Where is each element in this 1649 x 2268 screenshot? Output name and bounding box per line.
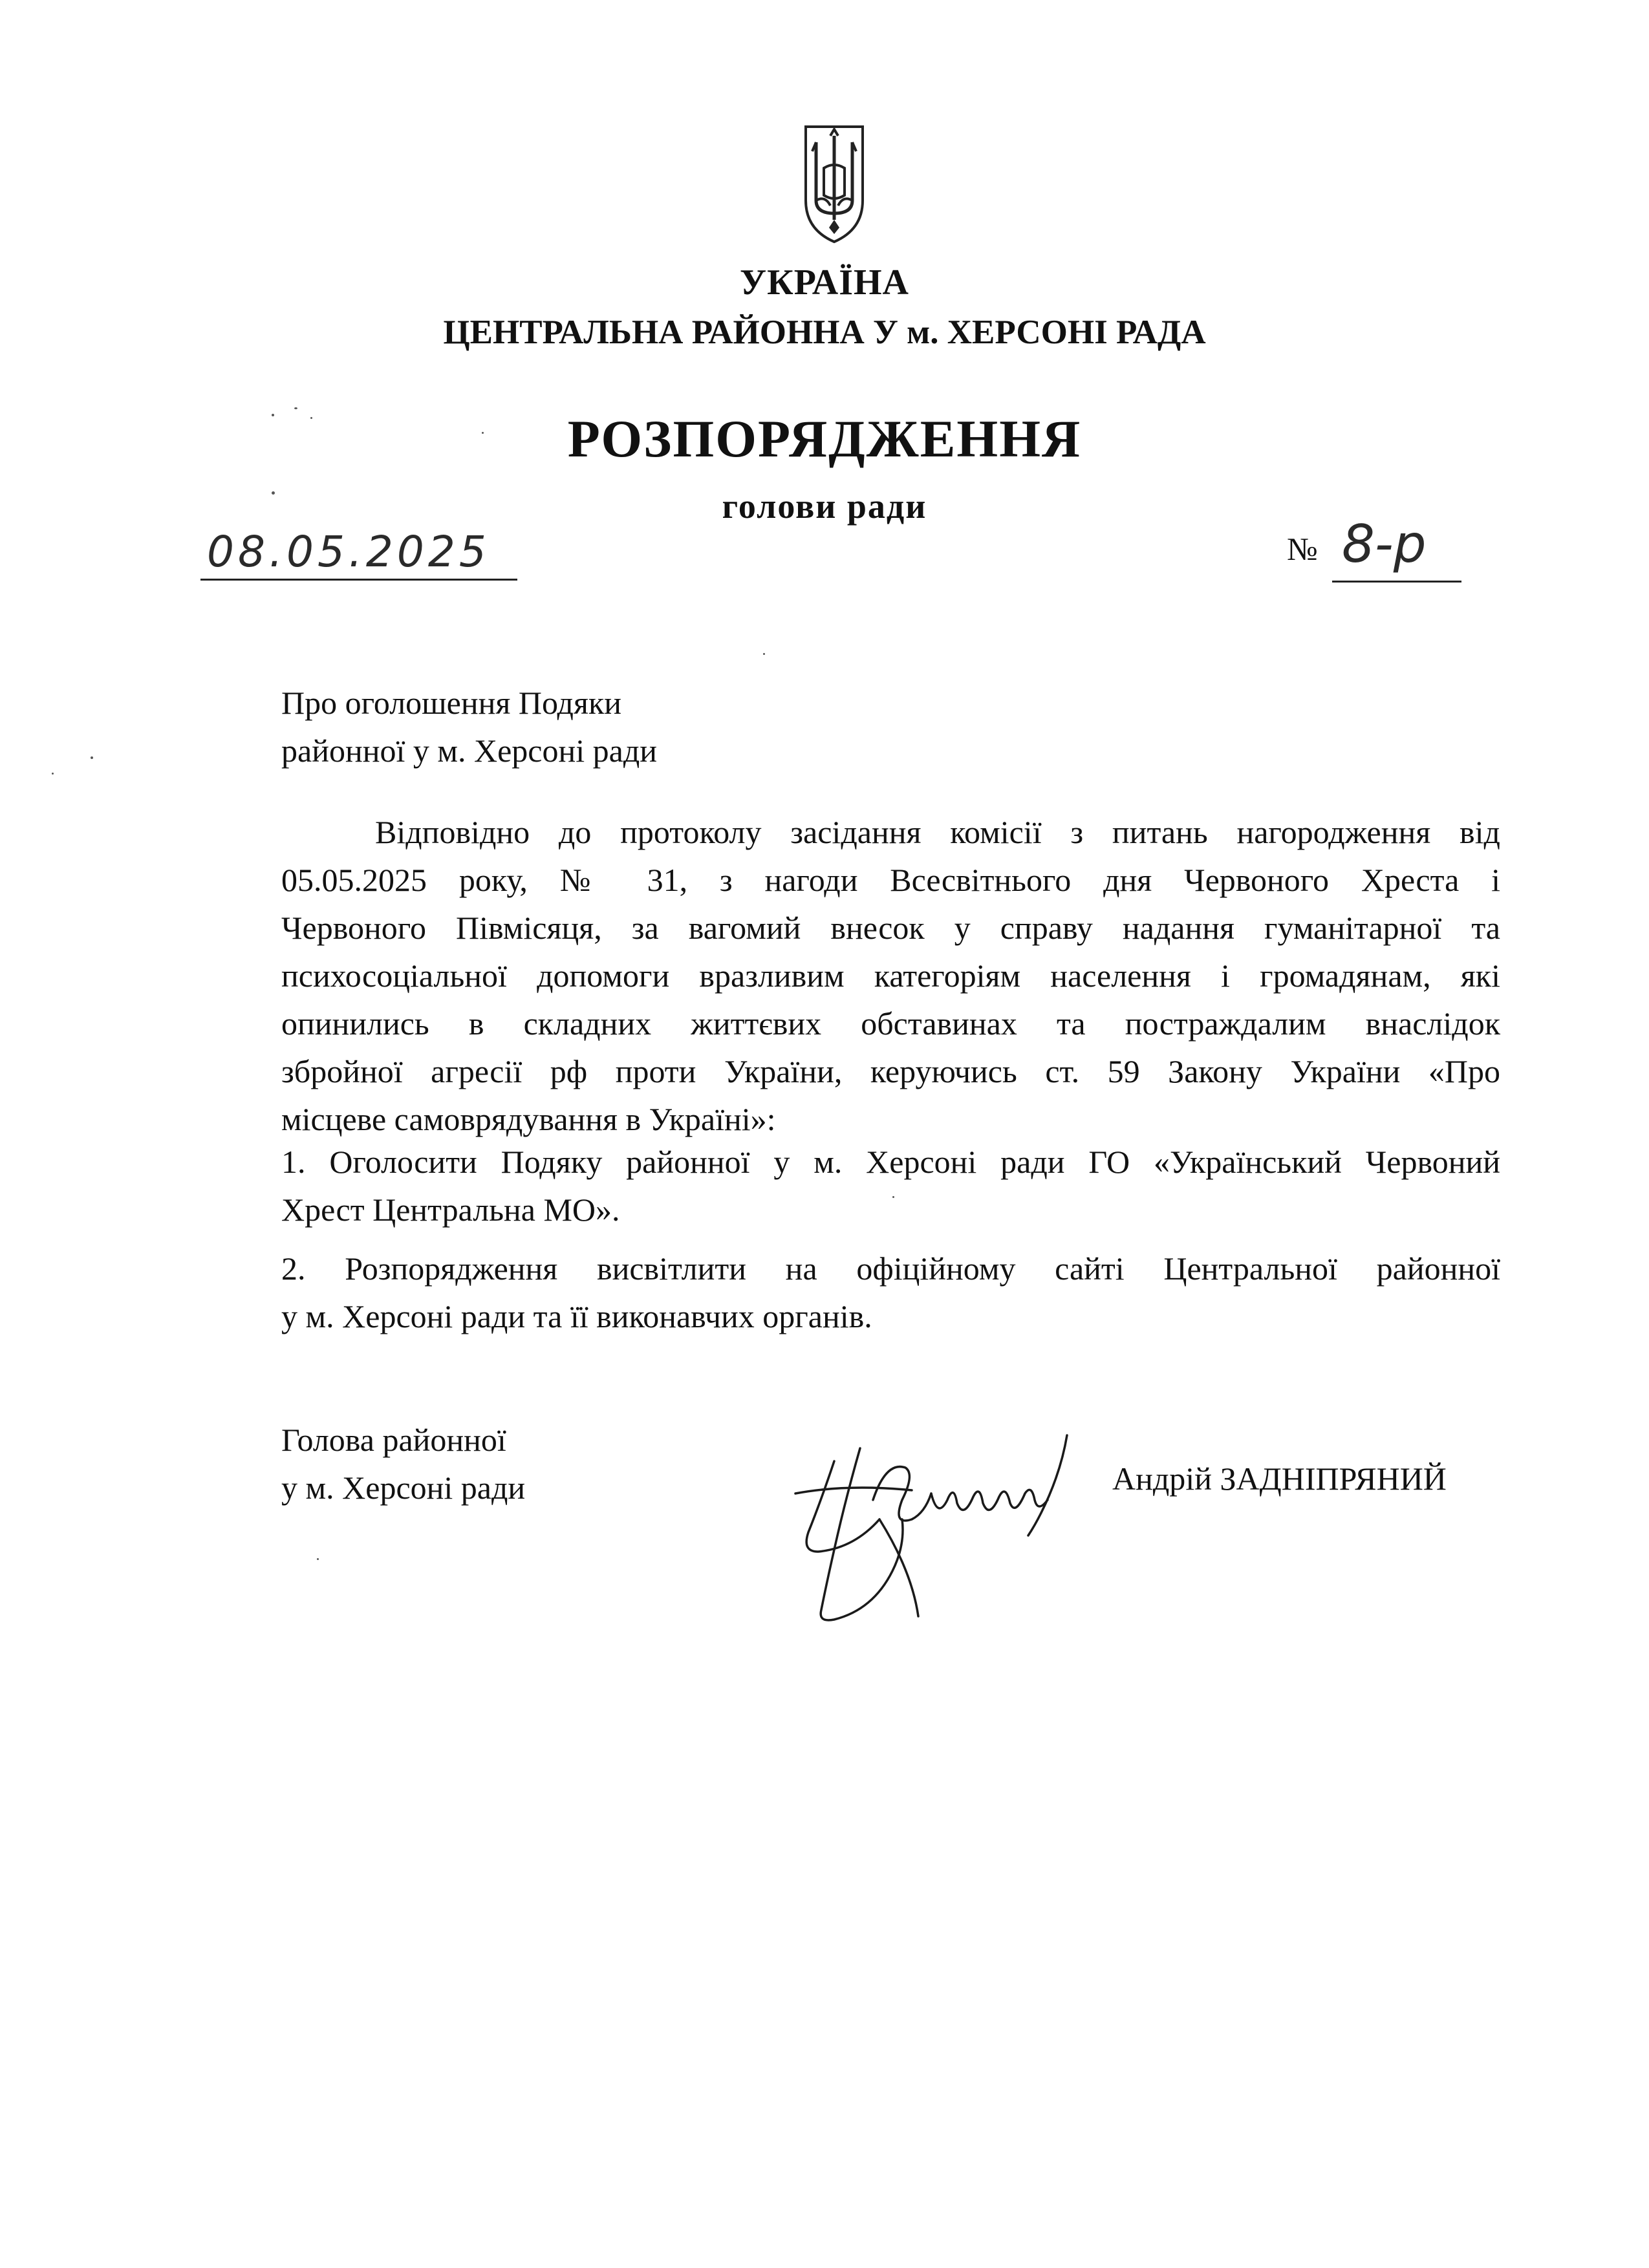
country-heading: УКРАЇНА: [740, 262, 909, 303]
subject-line-1: Про оголошення Подяки: [281, 685, 622, 721]
date-handwritten: 08.05.2025: [207, 527, 490, 577]
signatory-title: [281, 1416, 525, 1512]
item-line: у м. Херсоні ради та її виконавчих органів.: [281, 1298, 872, 1334]
preamble-line: Відповідно до протоколу засідання комісії з питань нагородження від: [375, 814, 1500, 850]
preamble-line: опинились в складних життєвих обставинах та постраждалим внаслідок: [281, 1005, 1500, 1042]
order-item-1: [281, 1138, 1500, 1234]
preamble-line: 05.05.2025 року, № 31, з нагоди Всесвітнього дня Червоного Хреста і: [281, 862, 1500, 898]
document-date: [207, 527, 490, 577]
number-underline: [1332, 581, 1461, 583]
scan-speck: [272, 491, 275, 495]
council-heading: ЦЕНТРАЛЬНА РАЙОННА У м. ХЕРСОНІ РАДА: [443, 314, 1206, 351]
document-number: [1287, 530, 1318, 568]
signatory-title-line-1: Голова районної: [281, 1422, 506, 1458]
item-line: 1. Оголосити Подяку районної у м. Херсоні ради ГО «Український Червоний: [281, 1144, 1500, 1180]
number-handwritten: 8-р: [1342, 514, 1427, 574]
scan-speck: [763, 653, 765, 655]
scan-speck: [294, 407, 297, 409]
scan-speck: [310, 417, 312, 419]
subject-block: [281, 679, 657, 775]
subject-line-2: районної у м. Херсоні ради: [281, 733, 658, 769]
preamble-line: збройної агресії рф проти України, керуючись ст. 59 Закону України «Про: [281, 1053, 1500, 1089]
order-item-2: [281, 1245, 1500, 1340]
preamble-line: Червоного Півмісяця, за вагомий внесок у справу надання гуманітарної та: [281, 910, 1500, 946]
scan-speck: [482, 432, 484, 434]
scan-speck: [317, 1558, 319, 1560]
document-subtitle: голови ради: [722, 487, 927, 526]
scan-speck: [52, 773, 54, 775]
date-underline: [200, 579, 517, 581]
scan-speck: [91, 756, 93, 759]
item-line: 2. Розпорядження висвітлити на офіційному сайті Центральної районної: [281, 1250, 1500, 1287]
handwritten-signature-icon: [782, 1422, 1106, 1629]
scan-speck: [272, 414, 274, 416]
item-line: Хрест Центральна МО».: [281, 1192, 620, 1228]
signatory-title-line-2: у м. Херсоні ради: [281, 1470, 526, 1506]
number-label: №: [1287, 531, 1318, 567]
scan-speck: [892, 1196, 894, 1198]
coat-of-arms-icon: [802, 123, 867, 246]
signatory-name: Андрій ЗАДНІПРЯНИЙ: [1112, 1460, 1447, 1497]
preamble-line: психосоціальної допомоги вразливим категоріям населення і громадянам, які: [281, 957, 1500, 994]
document-type-title: РОЗПОРЯДЖЕННЯ: [567, 409, 1082, 468]
preamble-paragraph: [281, 808, 1500, 1143]
preamble-line: місцеве самоврядування в Україні»:: [281, 1101, 776, 1137]
